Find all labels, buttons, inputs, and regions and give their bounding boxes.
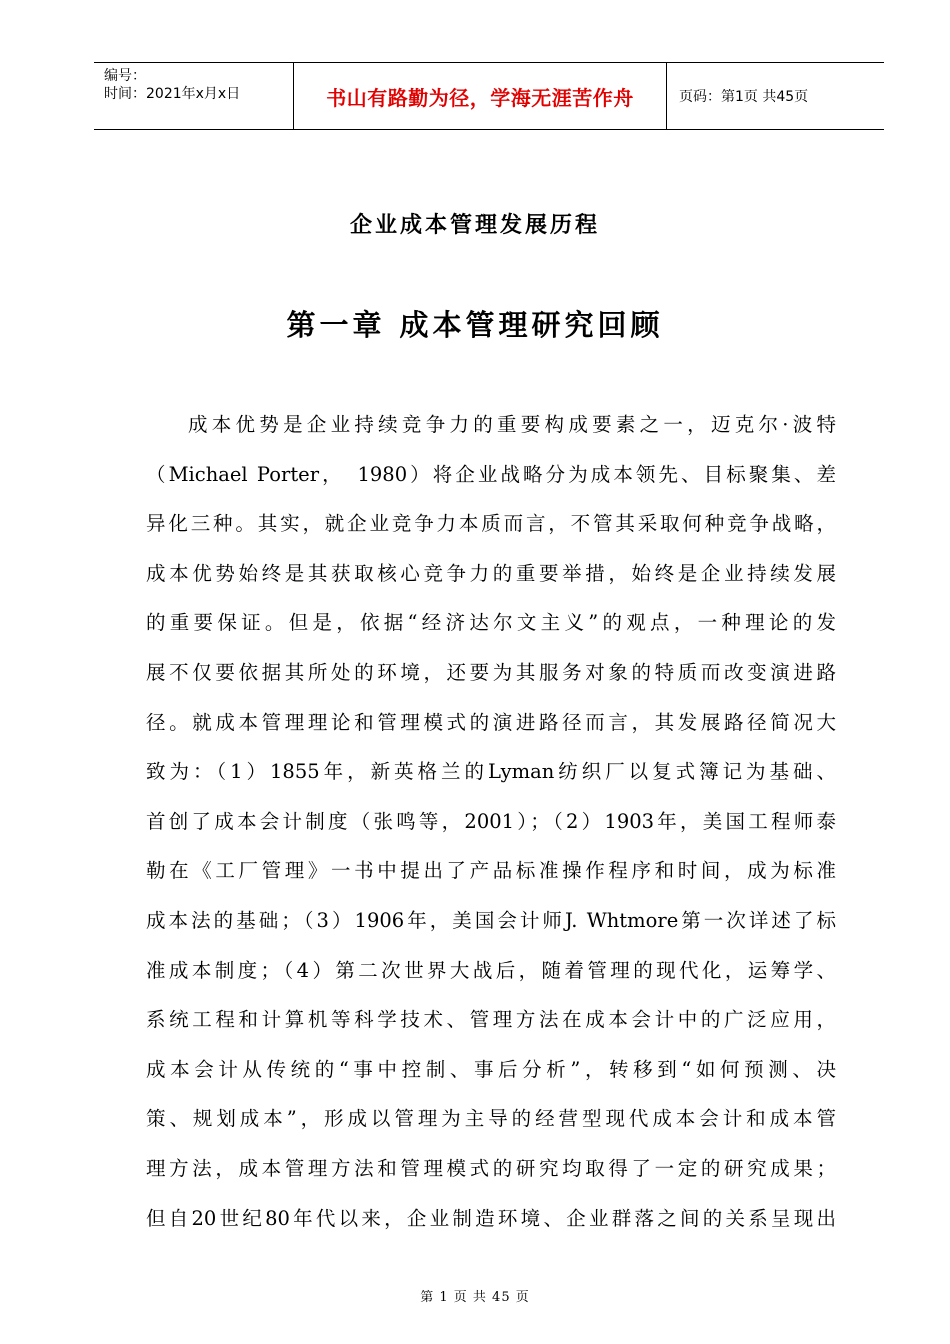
document-header (94, 62, 884, 130)
body-line: 成本优势始终是其获取核心竞争力的重要举措，始终是企业持续发展 (146, 561, 836, 585)
body-line: 展不仅要依据其所处的环境，还要为其服务对象的特质而改变演进路 (146, 660, 836, 684)
body-line: 成本会计从传统的“事中控制、事后分析”，转移到“如何预测、决 (146, 1057, 836, 1081)
body-line: 策、规划成本”，形成以管理为主导的经营型现代成本会计和成本管 (146, 1107, 836, 1131)
page-footer: 第 1 页 共 45 页 (420, 1290, 530, 1305)
header-motto-cell (294, 63, 667, 129)
body-paragraph (146, 400, 836, 1243)
body-line: 但自20世纪80年代以来，企业制造环境、企业群落之间的关系呈现出 (146, 1206, 836, 1230)
body-line: 勒在《工厂管理》一书中提出了产品标准操作程序和时间，成为标准 (146, 859, 836, 883)
body-line: 系统工程和计算机等科学技术、管理方法在成本会计中的广泛应用， (146, 1008, 836, 1032)
body-line: 理方法，成本管理方法和管理模式的研究均取得了一定的研究成果； (146, 1156, 836, 1180)
motto-text: 书山有路勤为径，学海无涯苦作舟 (326, 85, 634, 110)
time-label: 时间：2021年x月x日 (104, 86, 241, 102)
document-title: 企业成本管理发展历程 (349, 212, 600, 238)
body-line: 成本法的基础；（3）1906年，美国会计师J. Whtmore第一次详述了标 (146, 908, 836, 932)
header-meta (94, 63, 294, 129)
body-line: 致为：（1）1855年，新英格兰的Lyman纺织厂以复式簿记为基础、 (146, 760, 836, 784)
body-line: 径。就成本管理理论和管理模式的演进路径而言，其发展路径简况大 (146, 710, 836, 734)
chapter-title: 第一章 成本管理研究回顾 (286, 308, 664, 342)
body-line: 成本优势是企业持续竞争力的重要构成要素之一，迈克尔·波特 (188, 413, 836, 436)
body-line: 异化三种。其实，就企业竞争力本质而言，不管其采取何种竞争战略， (146, 512, 836, 536)
body-line: （Michael Porter， 1980）将企业战略分为成本领先、目标聚集、差 (146, 462, 836, 486)
body-line: 的重要保证。但是，依据“经济达尔文主义”的观点，一种理论的发 (146, 611, 836, 635)
page-code: 页码：第1页 共45页 (679, 89, 809, 105)
number-label: 编号： (104, 68, 146, 84)
body-line: 首创了成本会计制度（张鸣等，2001）；（2）1903年，美国工程师泰 (146, 809, 836, 833)
header-page-cell (667, 63, 884, 129)
body-line: 准成本制度；（4）第二次世界大战后，随着管理的现代化，运筹学、 (146, 958, 836, 982)
